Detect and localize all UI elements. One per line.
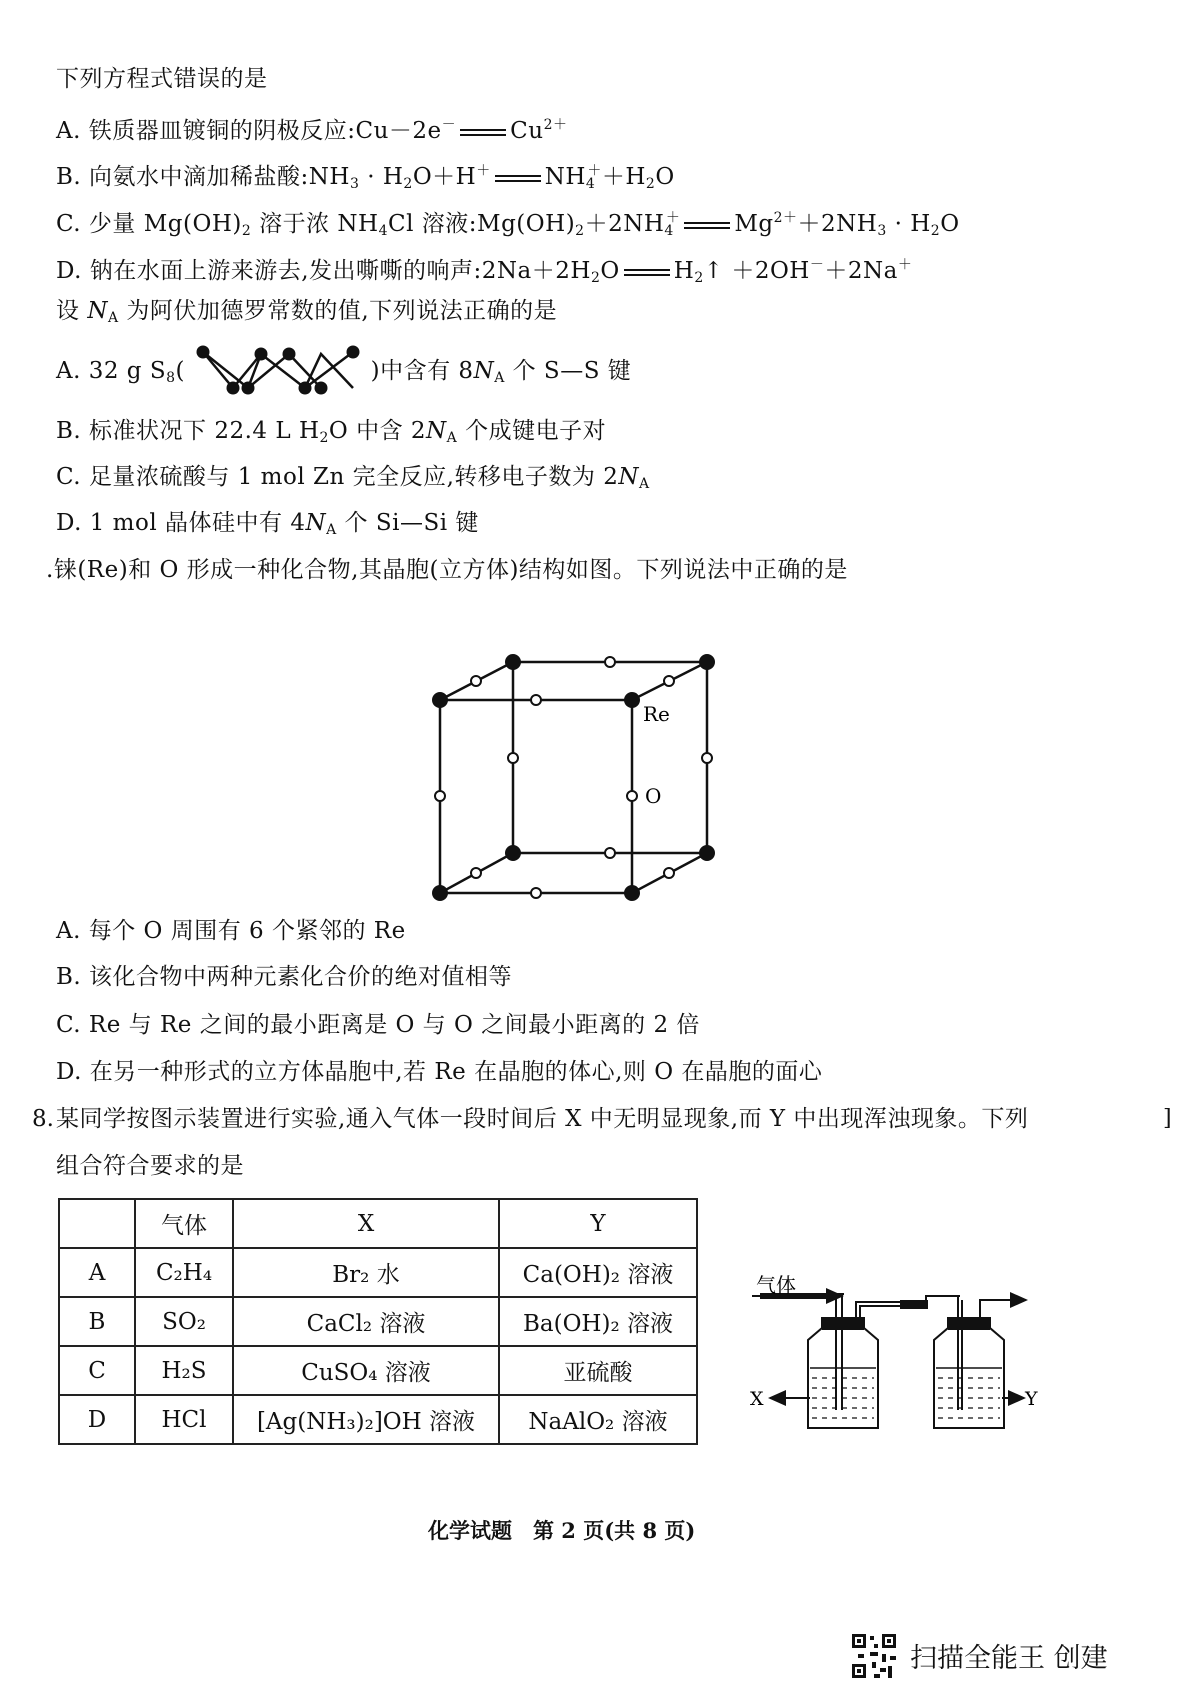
table-cell: [Ag(NH₃)₂]OH 溶液 (233, 1395, 499, 1444)
table-cell: A (59, 1248, 135, 1297)
table-cell: SO₂ (135, 1297, 233, 1346)
table-cell: Br₂ 水 (233, 1248, 499, 1297)
table-cell: C₂H₄ (135, 1248, 233, 1297)
q6-option-c: C. 足量浓硫酸与 1 mol Zn 完全反应,转移电子数为 $2N_A$ (56, 464, 650, 492)
q5-option-b: B. 向氨水中滴加稀盐酸$:NH_3 \cdot H_2O+H^+$ $NH_4^++H_2O$ (56, 163, 675, 192)
q6-stem: 设 $N_A$ 为阿伏加德罗常数的值,下列说法正确的是 (56, 298, 558, 326)
o-label: O (645, 784, 662, 808)
q5-option-d: D. 钠在水面上游来游去,发出嘶嘶的响声$:2Na+2H_2O$ $H_2↑ +2OH^-+2Na^+$ (56, 257, 913, 286)
table-cell: CaCl₂ 溶液 (233, 1297, 499, 1346)
table-cell: HCl (135, 1395, 233, 1444)
table-row (59, 1346, 697, 1395)
q7-option-a: A. 每个 O 周围有 6 个紧邻的 Re (56, 918, 406, 944)
gas-washing-bottles-apparatus (740, 1260, 1040, 1440)
table-row (59, 1248, 697, 1297)
q8-number: 8. (32, 1106, 54, 1132)
table-header-cell: X (233, 1199, 499, 1248)
y-label: Y (1025, 1388, 1038, 1410)
table-header-cell: 气体 (135, 1199, 233, 1248)
table-cell: H₂S (135, 1346, 233, 1395)
q7-option-b: B. 该化合物中两种元素化合价的绝对值相等 (56, 964, 513, 990)
x-label: X (750, 1388, 764, 1410)
table-header-row (59, 1199, 697, 1248)
equals-sign (460, 129, 506, 136)
q6-option-a: A. 32 g $S_8$( )中含有 $8N_A$ 个 S—S 键 (56, 356, 631, 393)
equals-sign (495, 175, 541, 182)
table-row (59, 1297, 697, 1346)
q6-option-d: D. 1 mol 晶体硅中有 $4N_A$ 个 Si—Si 键 (56, 510, 479, 538)
table-cell: B (59, 1297, 135, 1346)
margin-mark: ] (1163, 1106, 1172, 1131)
table-cell: 亚硫酸 (499, 1346, 697, 1395)
table-cell: Ba(OH)₂ 溶液 (499, 1297, 697, 1346)
q6-option-b: B. 标准状况下 22.4 L $H_2O$ 中含 $2N_A$ 个成键电子对 (56, 418, 607, 446)
q7-option-c: C. Re 与 Re 之间的最小距离是 O 与 O 之间最小距离的 2 倍 (56, 1012, 700, 1038)
q8-stem-line2: 组合符合要求的是 (56, 1153, 244, 1179)
table-header-cell (59, 1199, 135, 1248)
gas-label: 气体 (756, 1273, 796, 1297)
table-row (59, 1395, 697, 1444)
table-cell: D (59, 1395, 135, 1444)
re-label: Re (643, 702, 670, 726)
equals-sign (684, 222, 730, 229)
q7-option-d: D. 在另一种形式的立方体晶胞中,若 Re 在晶胞的体心,则 O 在晶胞的面心 (56, 1059, 823, 1085)
q7-stem: .铼(Re)和 O 形成一种化合物,其晶胞(立方体)结构如图。下列说法中正确的是 (46, 557, 848, 583)
q8-options-table (58, 1198, 698, 1445)
s8-zigzag-structure (193, 344, 363, 400)
table-header-cell: Y (499, 1199, 697, 1248)
q5-option-a: A. 铁质器皿镀铜的阴极反应:Cu－2e－ $Cu^{2+}$ (56, 117, 568, 144)
equals-sign (624, 269, 670, 276)
table-cell: C (59, 1346, 135, 1395)
re-o-crystal-cell-diagram (0, 650, 1200, 910)
qr-code-icon (850, 1632, 898, 1680)
table-cell: Ca(OH)₂ 溶液 (499, 1248, 697, 1297)
q5-stem: 下列方程式错误的是 (56, 66, 268, 92)
scanner-watermark: 扫描全能王 创建 (910, 1643, 1108, 1674)
table-cell: CuSO₄ 溶液 (233, 1346, 499, 1395)
q8-stem-line1: 某同学按图示装置进行实验,通入气体一段时间后 X 中无明显现象,而 Y 中出现浑浊现象。下列 (56, 1106, 1029, 1132)
q5-option-c: C. 少量 $Mg(OH)_2$ 溶于浓 $NH_4Cl$ 溶液$:Mg(OH)_2+2NH_4^+$ $Mg^{2+}+2NH_3 \cdot H_2O$ (56, 210, 960, 239)
table-cell: NaAlO₂ 溶液 (499, 1395, 697, 1444)
